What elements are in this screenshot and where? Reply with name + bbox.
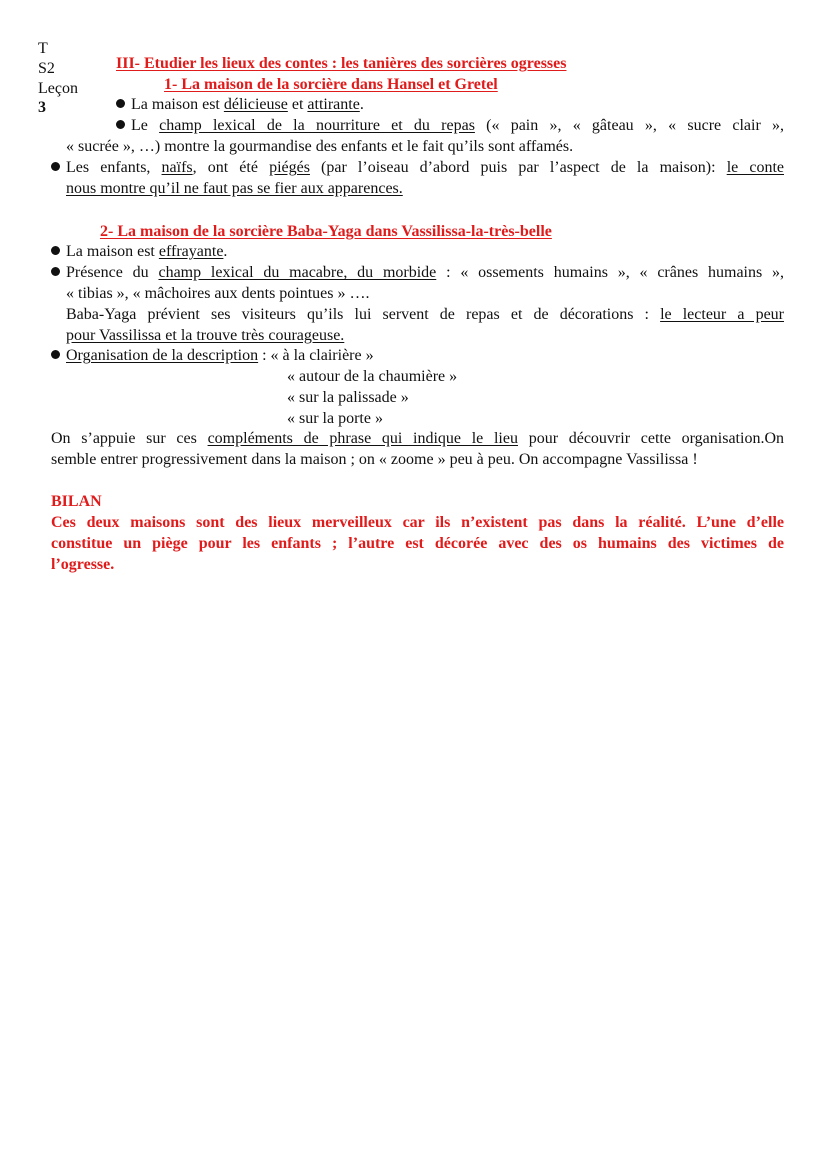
- quote-palissade: « sur la palissade »: [287, 389, 409, 406]
- bullet-icon: [51, 246, 60, 255]
- bullet-icon: [116, 120, 125, 129]
- margin-t: T: [38, 40, 48, 57]
- bilan-line-3: l’ogresse.: [51, 556, 115, 573]
- part1-bullet-1: La maison est délicieuse et attirante.: [116, 94, 364, 115]
- bullet-icon: [116, 99, 125, 108]
- quote-chaumiere: « autour de la chaumière »: [287, 368, 458, 385]
- section-title: III- Etudier les lieux des contes : les tanières des sorcières ogresses: [116, 55, 567, 72]
- part2-bullet-1: La maison est effrayante.: [51, 241, 227, 262]
- bilan-title: BILAN: [51, 493, 102, 510]
- bilan-line-1: Ces deux maisons sont des lieux merveilleux car ils n’existent pas dans la réalité. L’une d’elle: [51, 514, 784, 531]
- part2-bullet-3: Organisation de la description : « à la clairière »: [51, 345, 374, 366]
- part1-bullet-3-line1: Les enfants, naïfs, ont été piégés (par l’oiseau d’abord puis par l’aspect de la maison): le conte: [51, 157, 784, 178]
- bilan-line-2: constitue un piège pour les enfants ; l’autre est décorée avec des os humains des victimes de: [51, 535, 784, 552]
- bullet-icon: [51, 350, 60, 359]
- quote-porte: « sur la porte »: [287, 410, 383, 427]
- part2-bullet-2-line4: pour Vassilissa et la trouve très courageuse.: [66, 327, 345, 344]
- part2-paragraph-line2: semble entrer progressivement dans la maison ; on « zoome » peu à peu. On accompagne Vassilissa !: [51, 451, 698, 468]
- part2-bullet-2-line1: Présence du champ lexical du macabre, du morbide : « ossements humains », « crânes humains »,: [51, 262, 784, 283]
- part1-title: 1- La maison de la sorcière dans Hansel et Gretel: [164, 76, 498, 93]
- part2-paragraph-line1: On s’appuie sur ces compléments de phrase qui indique le lieu pour découvrir cette organisation.On: [51, 430, 785, 447]
- part2-title: 2- La maison de la sorcière Baba-Yaga dans Vassilissa-la-très-belle: [100, 223, 552, 240]
- part1-bullet-3-line2: nous montre qu’il ne faut pas se fier aux apparences.: [66, 180, 403, 197]
- part1-bullet-2-line2: « sucrée », …) montre la gourmandise des enfants et le fait qu’ils sont affamés.: [66, 138, 574, 155]
- margin-s2: S2: [38, 60, 55, 77]
- part1-bullet-2-line1: Le champ lexical de la nourriture et du repas (« pain », « gâteau », « sucre clair »,: [116, 115, 784, 136]
- margin-lecon: Leçon: [38, 80, 78, 97]
- margin-lesson-number: 3: [38, 99, 46, 116]
- part2-bullet-2-line3: Baba-Yaga prévient ses visiteurs qu’ils lui servent de repas et de décorations : le lecteur a peur: [66, 306, 784, 323]
- bullet-icon: [51, 162, 60, 171]
- part2-bullet-2-line2: « tibias », « mâchoires aux dents pointues » ….: [66, 285, 370, 302]
- bullet-icon: [51, 267, 60, 276]
